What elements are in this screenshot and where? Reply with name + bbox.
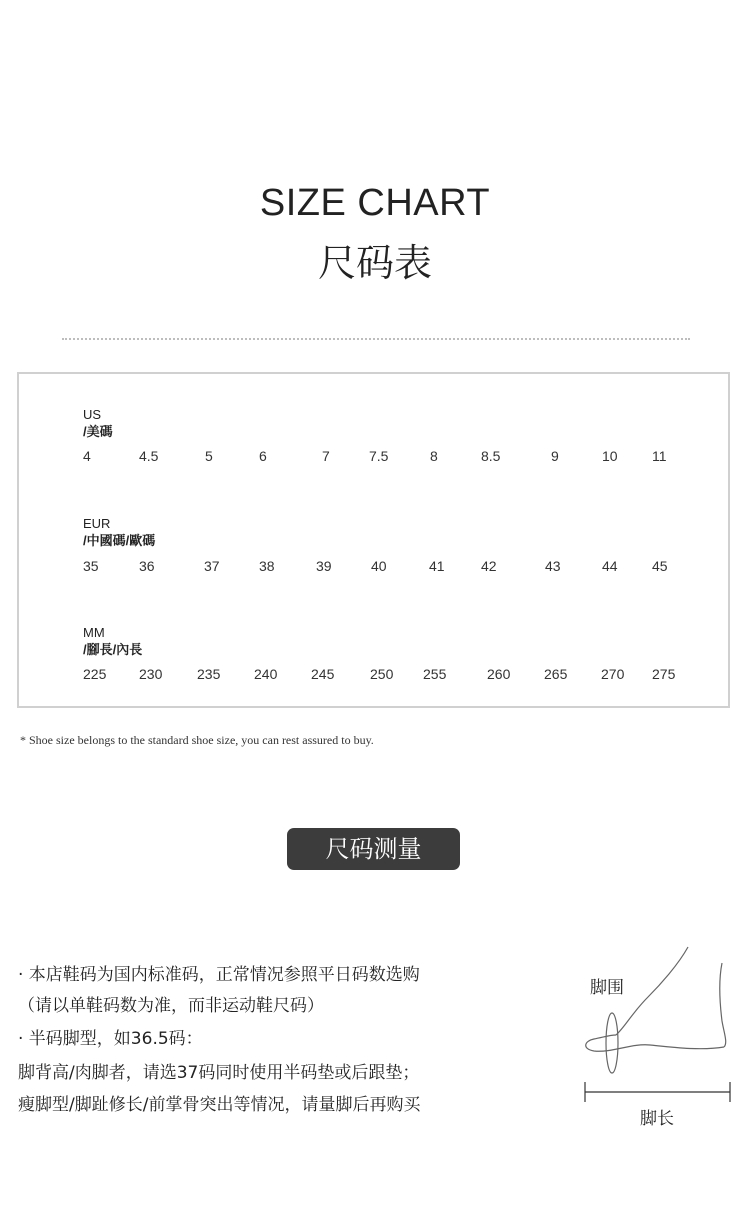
size-cell: 44 [602, 558, 618, 574]
size-cell: 245 [311, 666, 335, 682]
size-cell: 255 [423, 666, 447, 682]
size-cell: 39 [316, 558, 332, 574]
size-cell: 45 [652, 558, 668, 574]
size-cell: 250 [370, 666, 394, 682]
foot-length-label: 脚长 [640, 1109, 674, 1129]
page-title-cn: 尺码表 [317, 241, 432, 285]
dotted-divider [62, 338, 690, 340]
size-cell: 37 [204, 558, 220, 574]
row-label-us-sub: /美碼 [83, 424, 113, 439]
row-label-mm-sub: /腳長/內長 [83, 642, 143, 657]
size-cell: 40 [371, 558, 387, 574]
row-label-eur-main: EUR [83, 516, 111, 531]
size-cell: 8 [430, 448, 438, 464]
size-cell: 7 [322, 448, 330, 464]
size-cell: 35 [83, 558, 99, 574]
size-cell: 265 [544, 666, 568, 682]
row-label-us-main: US [83, 407, 102, 422]
size-cell: 7.5 [369, 448, 389, 464]
size-cell: 270 [601, 666, 625, 682]
foot-girth-label: 脚围 [590, 978, 624, 998]
instruction-line: （请以单鞋码数为准，而非运动鞋尺码） [18, 996, 324, 1016]
row-label-mm-main: MM [83, 625, 105, 640]
size-cell: 9 [551, 448, 559, 464]
size-cell: 5 [205, 448, 213, 464]
size-cell: 41 [429, 558, 445, 574]
size-cell: 275 [652, 666, 676, 682]
row-label-us [83, 406, 113, 440]
size-cell: 6 [259, 448, 267, 464]
size-cell: 235 [197, 666, 221, 682]
size-cell: 10 [602, 448, 618, 464]
row-label-mm [83, 624, 142, 658]
instruction-line: · 本店鞋码为国内标准码，正常情况参照平日码数选购 [18, 965, 420, 985]
row-label-eur-sub: /中國碼/歐碼 [83, 533, 156, 548]
row-label-eur [83, 515, 155, 549]
size-cell: 36 [139, 558, 155, 574]
size-cell: 4 [83, 448, 91, 464]
size-cell: 11 [652, 448, 667, 464]
instruction-line: 瘦脚型/脚趾修长/前掌骨突出等情况，请量脚后再购买 [18, 1095, 421, 1115]
size-cell: 38 [259, 558, 275, 574]
size-cell: 260 [487, 666, 511, 682]
instruction-line: · 半码脚型，如36.5码： [18, 1029, 203, 1049]
page-title-en: SIZE CHART [259, 182, 491, 224]
size-cell: 42 [481, 558, 497, 574]
instruction-line: 脚背高/肉脚者，请选37码同时使用半码垫或后跟垫； [18, 1063, 420, 1083]
size-note: * Shoe size belongs to the standard shoe size, you can rest assured to buy. [20, 733, 374, 747]
size-cell: 4.5 [139, 448, 159, 464]
size-cell: 230 [139, 666, 163, 682]
size-chart-table [17, 372, 730, 708]
size-cell: 225 [83, 666, 107, 682]
size-cell: 240 [254, 666, 278, 682]
measure-section-badge: 尺码测量 [287, 828, 460, 870]
size-cell: 8.5 [481, 448, 501, 464]
size-cell: 43 [545, 558, 561, 574]
